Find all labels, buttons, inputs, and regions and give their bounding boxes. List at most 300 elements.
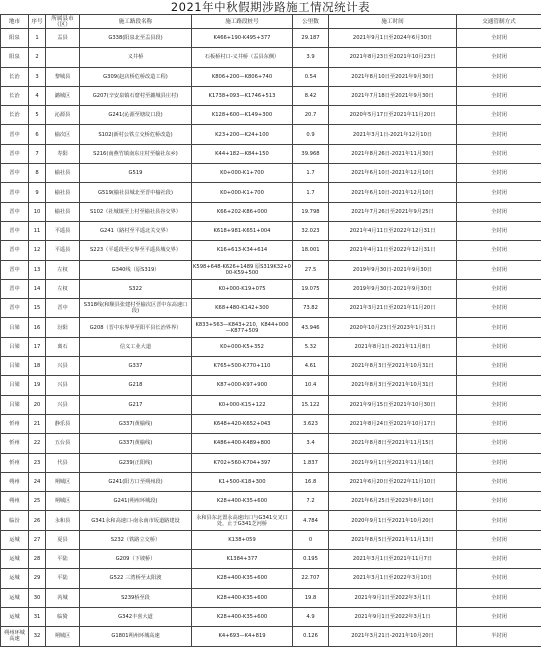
cell-county: 晋中 xyxy=(46,299,80,318)
cell-km: 0.54 xyxy=(293,67,329,86)
cell-city: 朔州环城高速 xyxy=(1,627,29,646)
cell-county: 代县 xyxy=(46,453,80,472)
cell-ctrl: 全封闭 xyxy=(457,29,541,48)
cell-county: 左权 xyxy=(46,260,80,279)
table-row xyxy=(1,29,541,48)
cell-road: G241(朔州环城段) xyxy=(80,492,192,511)
table-row xyxy=(1,627,541,646)
table-row xyxy=(1,588,541,607)
cell-city: 运城 xyxy=(1,588,29,607)
table-row xyxy=(1,86,541,105)
cell-road: G241(沁源至塘坟口段) xyxy=(80,106,192,125)
cell-km: 20.7 xyxy=(293,106,329,125)
cell-time: 2021年3月1日-2021年12月10日 xyxy=(329,125,457,144)
cell-no: 11 xyxy=(29,221,46,240)
table-row xyxy=(1,550,541,569)
cell-city: 阳泉 xyxy=(1,29,29,48)
cell-city: 运城 xyxy=(1,550,29,569)
cell-time: 2021年4月11日至2022年12月31日 xyxy=(329,241,457,260)
cell-county: 榆次区 xyxy=(46,125,80,144)
cell-ctrl: 全封闭 xyxy=(457,414,541,433)
cell-city: 忻州 xyxy=(1,434,29,453)
header-km: 公里数 xyxy=(293,15,329,29)
cell-stake: 石板桥村口-义井桥（盂县东侧） xyxy=(192,48,293,67)
header-row xyxy=(1,15,541,29)
cell-stake: K138+059 xyxy=(192,530,293,549)
cell-road: S318线(和顺县张建村至榆次区晋中东高速口段) xyxy=(80,299,192,318)
table-row xyxy=(1,48,541,67)
cell-county: 榆社县 xyxy=(46,164,80,183)
cell-city: 长治 xyxy=(1,106,29,125)
cell-county: 朔城区 xyxy=(46,492,80,511)
cell-ctrl: 全封闭 xyxy=(457,607,541,626)
cell-city: 临汾 xyxy=(1,511,29,530)
cell-county: 左权 xyxy=(46,279,80,298)
cell-no: 32 xyxy=(29,627,46,646)
cell-road: S223（平遥段至交界至平遥县城交界） xyxy=(80,241,192,260)
cell-stake: K4+693—K4+819 xyxy=(192,627,293,646)
cell-time: 2021年8月26日-2021年11月30日 xyxy=(329,144,457,163)
cell-km: 8.42 xyxy=(293,86,329,105)
cell-city: 晋中 xyxy=(1,183,29,202)
cell-county: 沁源县 xyxy=(46,106,80,125)
table-row xyxy=(1,260,541,279)
cell-ctrl: 全封闭 xyxy=(457,221,541,240)
cell-road: G342丰喜大道 xyxy=(80,607,192,626)
header-county: 所属县市（区） xyxy=(46,15,80,29)
cell-time: 2021年8月1日-2021年11月8日 xyxy=(329,337,457,356)
cell-city: 吕梁 xyxy=(1,376,29,395)
cell-ctrl: 全封闭 xyxy=(457,472,541,491)
cell-city: 忻州 xyxy=(1,453,29,472)
table-row xyxy=(1,279,541,298)
cell-time: 2020年9月1日至2021年10月20日 xyxy=(329,511,457,530)
cell-city: 吕梁 xyxy=(1,318,29,337)
cell-km: 1.7 xyxy=(293,183,329,202)
cell-km: 0.126 xyxy=(293,627,329,646)
cell-km: 10.4 xyxy=(293,376,329,395)
cell-city: 晋中 xyxy=(1,202,29,221)
cell-stake: 永和县东北置永高速出口与G341交叉口处，止于G341芝河桥 xyxy=(192,511,293,530)
cell-km: 3.4 xyxy=(293,434,329,453)
table-row xyxy=(1,144,541,163)
cell-county: 静乐县 xyxy=(46,414,80,433)
cell-km: 22.707 xyxy=(293,569,329,588)
cell-road: G337 xyxy=(80,357,192,376)
cell-km: 5.32 xyxy=(293,337,329,356)
cell-km: 39.968 xyxy=(293,144,329,163)
table-row xyxy=(1,125,541,144)
cell-ctrl: 全封闭 xyxy=(457,67,541,86)
cell-stake: K0+000-K1+700 xyxy=(192,164,293,183)
cell-ctrl: 全封闭 xyxy=(457,492,541,511)
cell-road: G338(阳泉北至盂县段) xyxy=(80,29,192,48)
cell-road: G239(正阳线) xyxy=(80,453,192,472)
table-row xyxy=(1,357,541,376)
cell-time: 2021年8月10日至2021年9月30日 xyxy=(329,67,457,86)
cell-stake: K1+500-K18+300 xyxy=(192,472,293,491)
cell-time: 2021年6月10日-2021年12月10日 xyxy=(329,164,457,183)
cell-km: 27.5 xyxy=(293,260,329,279)
cell-ctrl: 全封闭 xyxy=(457,511,541,530)
cell-road: 信义工业大道 xyxy=(80,337,192,356)
cell-ctrl: 全封闭 xyxy=(457,279,541,298)
cell-no: 3 xyxy=(29,67,46,86)
cell-county: 兴县 xyxy=(46,357,80,376)
cell-time: 2019年9月30日-2021年9月30日 xyxy=(329,260,457,279)
cell-county: 离石 xyxy=(46,337,80,356)
cell-no: 4 xyxy=(29,86,46,105)
cell-km: 1.7 xyxy=(293,164,329,183)
cell-no: 23 xyxy=(29,453,46,472)
table-row xyxy=(1,376,541,395)
cell-city: 晋中 xyxy=(1,299,29,318)
cell-city: 忻州 xyxy=(1,414,29,433)
cell-stake: K44+182—K84+150 xyxy=(192,144,293,163)
cell-road: S102（社城镇至上村至榆社县谷交界） xyxy=(80,202,192,221)
cell-city: 运城 xyxy=(1,530,29,549)
cell-ctrl: 全封闭 xyxy=(457,183,541,202)
cell-city: 晋中 xyxy=(1,164,29,183)
header-ctrl: 交通管制方式 xyxy=(457,15,541,29)
cell-county: 永和县 xyxy=(46,511,80,530)
cell-time: 2021年8月3日至2021年10月31日 xyxy=(329,376,457,395)
cell-ctrl: 全封闭 xyxy=(457,395,541,414)
cell-road: G209（下坡桥） xyxy=(80,550,192,569)
cell-city: 晋中 xyxy=(1,221,29,240)
cell-km: 0 xyxy=(293,530,329,549)
cell-time: 2021年7月18日至2021年9月30日 xyxy=(329,86,457,105)
table-row xyxy=(1,569,541,588)
cell-road: G208（晋中东界界至阳平县长治界界） xyxy=(80,318,192,337)
cell-ctrl: 全封闭 xyxy=(457,357,541,376)
cell-stake: K702+560-K704+397 xyxy=(192,453,293,472)
table-row xyxy=(1,241,541,260)
cell-time: 2021年8月8日至2021年11月15日 xyxy=(329,434,457,453)
cell-time: 2021年8月3日至2021年10月31日 xyxy=(329,357,457,376)
cell-stake: K28+400-K35+600 xyxy=(192,569,293,588)
cell-time: 2021年4月11日至2022年12月31日 xyxy=(329,221,457,240)
cell-no: 18 xyxy=(29,357,46,376)
cell-km: 29.187 xyxy=(293,29,329,48)
cell-city: 运城 xyxy=(1,607,29,626)
cell-km: 4.61 xyxy=(293,357,329,376)
cell-county: 五台县 xyxy=(46,434,80,453)
cell-ctrl: 全封闭 xyxy=(457,569,541,588)
cell-city: 晋中 xyxy=(1,241,29,260)
table-row xyxy=(1,414,541,433)
table-row xyxy=(1,202,541,221)
cell-time: 2021年9月1日至2021年11月16日 xyxy=(329,453,457,472)
cell-road: G207(辛安泉镇石窟村至潞城县庄村) xyxy=(80,86,192,105)
cell-city: 晋中 xyxy=(1,144,29,163)
cell-no: 16 xyxy=(29,318,46,337)
cell-no: 9 xyxy=(29,183,46,202)
table-row xyxy=(1,106,541,125)
cell-county: 朔城区 xyxy=(46,472,80,491)
cell-road: S239桥至段 xyxy=(80,588,192,607)
cell-no: 24 xyxy=(29,472,46,491)
table-row xyxy=(1,607,541,626)
cell-ctrl: 全封闭 xyxy=(457,530,541,549)
cell-km: 3.9 xyxy=(293,48,329,67)
cell-county: 芮城 xyxy=(46,588,80,607)
cell-time: 2021年9月1日至2022年3月1日 xyxy=(329,607,457,626)
cell-city: 吕梁 xyxy=(1,337,29,356)
cell-stake: K28+400-K35+600 xyxy=(192,492,293,511)
table-row xyxy=(1,530,541,549)
cell-time: 2019年9月30日-2021年9月30日 xyxy=(329,279,457,298)
header-time: 施工时间 xyxy=(329,15,457,29)
cell-km: 19.8 xyxy=(293,588,329,607)
cell-ctrl: 全封闭 xyxy=(457,48,541,67)
cell-no: 12 xyxy=(29,241,46,260)
cell-time: 2021年8月5日至2021年11月13日 xyxy=(329,530,457,549)
cell-km: 4.9 xyxy=(293,607,329,626)
cell-km: 15.122 xyxy=(293,395,329,414)
cell-km: 19.798 xyxy=(293,202,329,221)
cell-ctrl: 全封闭 xyxy=(457,86,541,105)
cell-stake: K23+200—K24+100 xyxy=(192,125,293,144)
cell-stake: K87+000-K97+900 xyxy=(192,376,293,395)
cell-no: 28 xyxy=(29,550,46,569)
cell-km: 32.023 xyxy=(293,221,329,240)
table-row xyxy=(1,164,541,183)
cell-stake: K1738+093—K1746+513 xyxy=(192,86,293,105)
cell-ctrl: 全封闭 xyxy=(457,125,541,144)
cell-county: 寿阳 xyxy=(46,144,80,163)
cell-county: 黎城县 xyxy=(46,67,80,86)
construction-table xyxy=(0,14,541,647)
table-row xyxy=(1,299,541,318)
table-row xyxy=(1,511,541,530)
cell-stake: K68+480-K142+300 xyxy=(192,299,293,318)
cell-ctrl: 全封闭 xyxy=(457,588,541,607)
table-row xyxy=(1,221,541,240)
cell-stake: K0+000-K1+700 xyxy=(192,183,293,202)
table-row xyxy=(1,472,541,491)
table-row xyxy=(1,434,541,453)
cell-county: 平遥县 xyxy=(46,221,80,240)
cell-no: 14 xyxy=(29,279,46,298)
cell-city: 阳泉 xyxy=(1,48,29,67)
table-row xyxy=(1,492,541,511)
cell-stake: K833+563—K843+210，K844+000—K877+509 xyxy=(192,318,293,337)
cell-city: 长治 xyxy=(1,86,29,105)
cell-county: 兴县 xyxy=(46,376,80,395)
cell-no: 25 xyxy=(29,492,46,511)
header-city: 地市 xyxy=(1,15,29,29)
cell-no: 5 xyxy=(29,106,46,125)
cell-time: 2021年9月1日至2022年3月1日 xyxy=(329,588,457,607)
cell-stake: K128+600—K149+300 xyxy=(192,106,293,125)
table-row xyxy=(1,183,541,202)
header-road: 施工路段名称 xyxy=(80,15,192,29)
cell-county xyxy=(46,48,80,67)
cell-stake: K466+190-K495+377 xyxy=(192,29,293,48)
cell-ctrl: 全封闭 xyxy=(457,260,541,279)
cell-stake: K1384+377 xyxy=(192,550,293,569)
table-body xyxy=(1,29,541,647)
cell-ctrl: 全封闭 xyxy=(457,202,541,221)
cell-ctrl: 全封闭 xyxy=(457,106,541,125)
cell-road: S322 xyxy=(80,279,192,298)
cell-road: G1801朔州环城高速 xyxy=(80,627,192,646)
cell-no: 1 xyxy=(29,29,46,48)
cell-stake: K486+400-K489+800 xyxy=(192,434,293,453)
cell-county: 临猗 xyxy=(46,607,80,626)
cell-county: 潞城区 xyxy=(46,86,80,105)
cell-stake: K618+981-K651+004 xyxy=(192,221,293,240)
cell-no: 19 xyxy=(29,376,46,395)
cell-time: 2021年3月21日至2021年11月20日 xyxy=(329,299,457,318)
cell-km: 19.075 xyxy=(293,279,329,298)
cell-stake: K28+400-K35+600 xyxy=(192,607,293,626)
cell-km: 7.2 xyxy=(293,492,329,511)
cell-no: 27 xyxy=(29,530,46,549)
cell-km: 1.837 xyxy=(293,453,329,472)
cell-time: 2020年10月23日至2023年1月31日 xyxy=(329,318,457,337)
cell-ctrl: 全封闭 xyxy=(457,453,541,472)
cell-road: G241(阳方口至朔州段) xyxy=(80,472,192,491)
cell-km: 43.946 xyxy=(293,318,329,337)
cell-no: 17 xyxy=(29,337,46,356)
table-row xyxy=(1,337,541,356)
cell-road: G217 xyxy=(80,395,192,414)
cell-stake: K806+200—K806+740 xyxy=(192,67,293,86)
cell-ctrl: 全封闭 xyxy=(457,376,541,395)
cell-time: 2021年8月23日至2021年10月23日 xyxy=(329,48,457,67)
cell-km: 0.9 xyxy=(293,125,329,144)
cell-stake: K598+648-K626+1489 原S319K32+000-K59+500 xyxy=(192,260,293,279)
cell-road: S232（铁路立交桥） xyxy=(80,530,192,549)
cell-county: 夏县 xyxy=(46,530,80,549)
cell-time: 2020年5月17日至2021年11月20日 xyxy=(329,106,457,125)
cell-no: 2 xyxy=(29,48,46,67)
cell-ctrl: 全封闭 xyxy=(457,550,541,569)
cell-stake: K28+400-K35+600 xyxy=(192,588,293,607)
cell-no: 6 xyxy=(29,125,46,144)
cell-time: 2021年8月24日至2021年10月17日 xyxy=(329,414,457,433)
cell-time: 2021年3月1日至2022年3月10日 xyxy=(329,569,457,588)
cell-county: 朔城区 xyxy=(46,627,80,646)
cell-km: 18.001 xyxy=(293,241,329,260)
cell-county: 平陆 xyxy=(46,569,80,588)
cell-city: 吕梁 xyxy=(1,357,29,376)
table-row xyxy=(1,318,541,337)
cell-city: 运城 xyxy=(1,569,29,588)
cell-no: 31 xyxy=(29,607,46,626)
cell-km: 0.195 xyxy=(293,550,329,569)
cell-km: 3.623 xyxy=(293,414,329,433)
cell-no: 21 xyxy=(29,414,46,433)
cell-no: 30 xyxy=(29,588,46,607)
cell-time: 2021年9月1日至2024年6月30日 xyxy=(329,29,457,48)
cell-road: G519 xyxy=(80,164,192,183)
cell-stake: K765+500-K770+110 xyxy=(192,357,293,376)
cell-time: 2021年6月10日-2021年12月10日 xyxy=(329,183,457,202)
cell-time: 2021年6月25日至2023年8月10日 xyxy=(329,492,457,511)
cell-no: 22 xyxy=(29,434,46,453)
cell-county: 榆社县 xyxy=(46,202,80,221)
cell-ctrl: 全封闭 xyxy=(457,241,541,260)
cell-road: G340线（原S319） xyxy=(80,260,192,279)
cell-county: 汾阳 xyxy=(46,318,80,337)
cell-county: 平陆 xyxy=(46,550,80,569)
cell-road: G241（路村至平遥北关交界） xyxy=(80,221,192,240)
cell-road: 义井桥 xyxy=(80,48,192,67)
cell-no: 10 xyxy=(29,202,46,221)
cell-road: G309(赵店桥危桥改造工程) xyxy=(80,67,192,86)
cell-time: 2021年3月21日-2021年10月20日 xyxy=(329,627,457,646)
cell-road: G519(榆社县城北至晋中榆社段) xyxy=(80,183,192,202)
cell-city: 晋中 xyxy=(1,260,29,279)
cell-city: 朔州 xyxy=(1,472,29,491)
cell-time: 2021年6月20日至2022年11月10日 xyxy=(329,472,457,491)
cell-stake: K0+000-K15+122 xyxy=(192,395,293,414)
cell-stake: K0+000-K5+352 xyxy=(192,337,293,356)
header-no: 序号 xyxy=(29,15,46,29)
cell-ctrl: 全封闭 xyxy=(457,434,541,453)
cell-km: 16.8 xyxy=(293,472,329,491)
cell-ctrl: 全封闭 xyxy=(457,299,541,318)
cell-ctrl: 全封闭 xyxy=(457,144,541,163)
cell-stake: K648+420-K652+043 xyxy=(192,414,293,433)
cell-road: S216(南燕竹镇南东庄村至榆社东乡) xyxy=(80,144,192,163)
cell-time: 2021年7月26日至2021年9月25日 xyxy=(329,202,457,221)
table-row xyxy=(1,395,541,414)
cell-stake: K66+202-K86+000 xyxy=(192,202,293,221)
cell-county: 平遥县 xyxy=(46,241,80,260)
cell-km: 73.82 xyxy=(293,299,329,318)
table-row xyxy=(1,453,541,472)
cell-county: 榆社县 xyxy=(46,183,80,202)
cell-no: 8 xyxy=(29,164,46,183)
header-stake: 施工路段桩号 xyxy=(192,15,293,29)
cell-ctrl: 全封闭 xyxy=(457,318,541,337)
cell-city: 朔州 xyxy=(1,492,29,511)
cell-county: 盂县 xyxy=(46,29,80,48)
cell-road: G337(黄榆线) xyxy=(80,434,192,453)
cell-city: 吕梁 xyxy=(1,395,29,414)
cell-city: 晋中 xyxy=(1,125,29,144)
cell-no: 29 xyxy=(29,569,46,588)
cell-no: 15 xyxy=(29,299,46,318)
cell-road: S102(新村公铁立交桥危桥改造) xyxy=(80,125,192,144)
cell-no: 20 xyxy=(29,395,46,414)
cell-city: 长治 xyxy=(1,67,29,86)
cell-stake: K16+613-K34+614 xyxy=(192,241,293,260)
cell-no: 7 xyxy=(29,144,46,163)
table-row xyxy=(1,67,541,86)
cell-time: 2021年3月1日至2021年11月7日 xyxy=(329,550,457,569)
cell-time: 2021年9月15日至2021年10月30日 xyxy=(329,395,457,414)
cell-road: G218 xyxy=(80,376,192,395)
cell-no: 26 xyxy=(29,511,46,530)
cell-road: G522 三湾桥至太阳渡 xyxy=(80,569,192,588)
cell-km: 4.784 xyxy=(293,511,329,530)
cell-no: 13 xyxy=(29,260,46,279)
cell-road: G337(黄榆线) xyxy=(80,414,192,433)
cell-road: G341永和高速口-南永南市坂道路建设 xyxy=(80,511,192,530)
cell-county: 兴县 xyxy=(46,395,80,414)
table-header xyxy=(1,15,541,29)
cell-ctrl: 全封闭 xyxy=(457,164,541,183)
document-title: 2021年中秋假期涉路施工情况统计表 xyxy=(0,0,541,14)
cell-city: 晋中 xyxy=(1,279,29,298)
cell-ctrl: 全封闭 xyxy=(457,337,541,356)
cell-ctrl: 半封闭 xyxy=(457,627,541,646)
